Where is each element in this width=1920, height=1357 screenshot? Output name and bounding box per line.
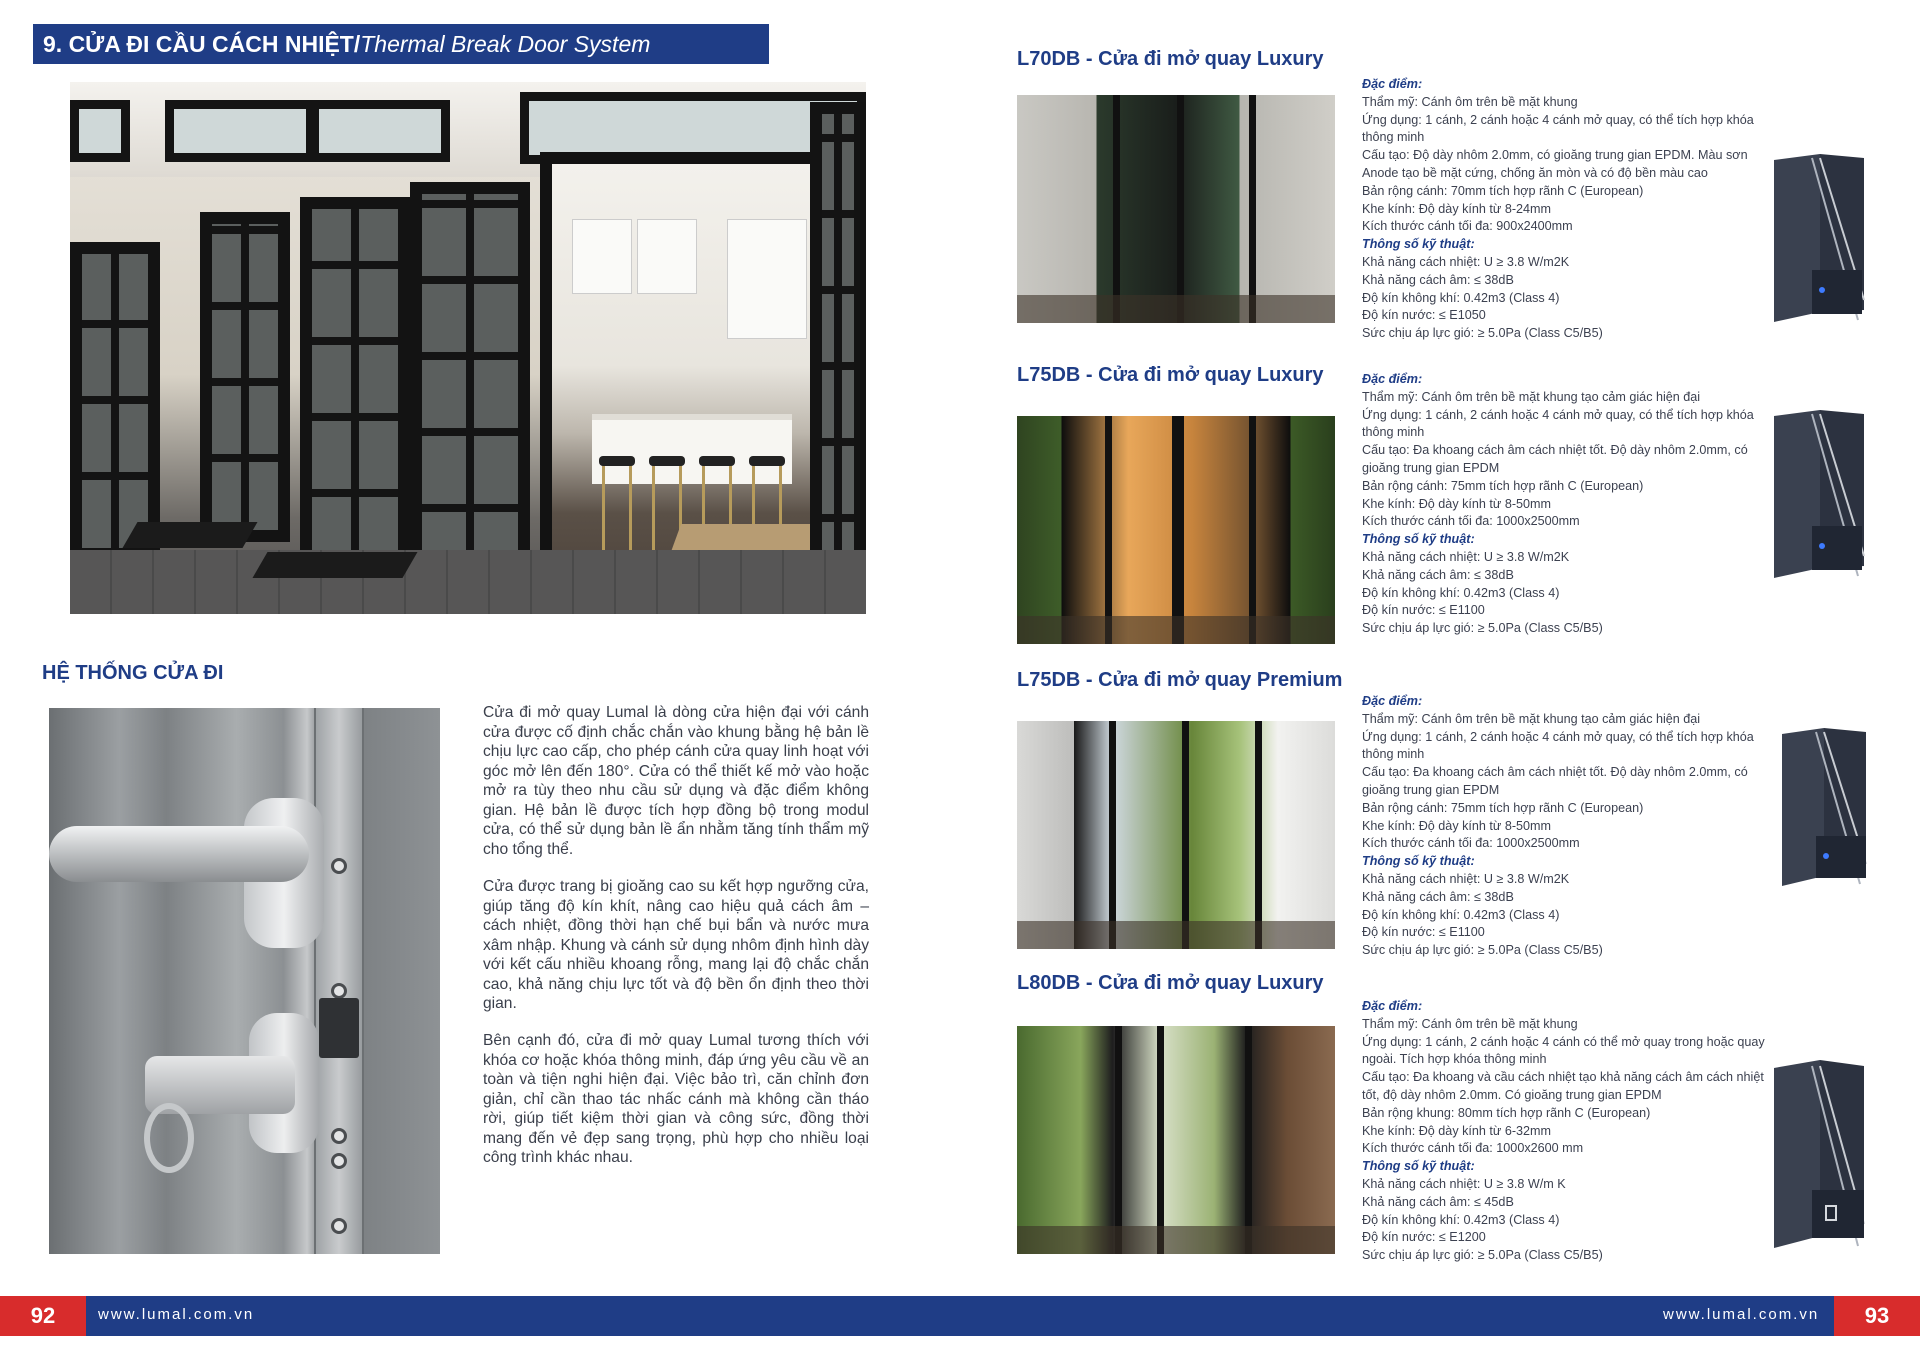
spec-line: Sức chịu áp lực gió: ≥ 5.0Pa (Class C5/B5) xyxy=(1362,326,1603,341)
product-photo-l70db xyxy=(1017,95,1335,323)
product-specs-l75db-premium xyxy=(1362,693,1772,960)
intro-paragraph-2: Cửa được trang bị gioăng cao su kết hợp ngưỡng cửa, giúp tăng độ kín khít, nâng cao hiệu quả cách âm – cách nhiệt, đồng thời hạn chế bụi bẩn và nước mưa xâm nhập. Khung và cánh sử dụng nhôm định hình dày với kết cấu nhiều khoang rỗng, mang lại độ chắc chắn cao, khả năng chịu lực tốt và độ bền ổn định theo thời gian. xyxy=(483,878,869,1012)
spec-line: Độ kín không khí: 0.42m3 (Class 4) xyxy=(1362,907,1560,922)
feature-line: Cấu tạo: Đa khoang và cầu cách nhiệt tạo khả năng cách âm cách nhiệt tốt, độ dày nhôm 2.0mm. Có gioăng trung gian EPDM xyxy=(1362,1070,1764,1102)
feature-line: Thẩm mỹ: Cánh ôm trên bề mặt khung xyxy=(1362,94,1578,109)
product-photo-l75db-premium xyxy=(1017,721,1335,949)
features-heading: Đặc điểm: xyxy=(1362,694,1423,708)
feature-line: Kích thước cánh tối đa: 1000x2500mm xyxy=(1362,514,1580,529)
spec-line: Khả năng cách âm: ≤ 38dB xyxy=(1362,272,1514,287)
product-specs-l70db xyxy=(1362,76,1772,343)
specs-heading: Thông số kỹ thuật: xyxy=(1362,854,1475,869)
feature-line: Ứng dụng: 1 cánh, 2 cánh hoặc 4 cánh có thể mở quay trong hoặc quay ngoài. Tích hợp khóa thông minh xyxy=(1362,1034,1765,1067)
profile-section-icon xyxy=(1772,406,1868,582)
feature-line: Ứng dụng: 1 cánh, 2 cánh hoặc 4 cánh mở quay, có thể tích hợp khóa thông minh xyxy=(1362,729,1754,762)
spec-line: Độ kín không khí: 0.42m3 (Class 4) xyxy=(1362,585,1560,600)
feature-line: Cấu tạo: Độ dày nhôm 2.0mm, có gioăng trung gian EPDM. Màu sơn Anode tạo bề mặt cứng, chống ăn mòn và có độ bền màu cao xyxy=(1362,148,1748,180)
spec-line: Khả năng cách âm: ≤ 38dB xyxy=(1362,889,1514,904)
feature-line: Thẩm mỹ: Cánh ôm trên bề mặt khung tạo cảm giác hiện đại xyxy=(1362,389,1701,404)
features-heading: Đặc điểm: xyxy=(1362,372,1423,386)
features-heading: Đặc điểm: xyxy=(1362,999,1423,1013)
spec-line: Độ kín không khí: 0.42m3 (Class 4) xyxy=(1362,1212,1560,1227)
page-footer-bar xyxy=(0,1296,1920,1336)
feature-line: Bản rộng cánh: 75mm tích hợp rãnh C (European) xyxy=(1362,478,1644,493)
product-title-l70db-luxury: L70DB - Cửa đi mở quay Luxury xyxy=(1017,48,1324,70)
feature-line: Khe kính: Độ dày kính từ 6-32mm xyxy=(1362,1123,1552,1138)
section-title-en: Thermal Break Door System xyxy=(360,30,651,57)
product-title-l75db-premium: L75DB - Cửa đi mở quay Premium xyxy=(1017,669,1343,691)
product-title-l75db-luxury: L75DB - Cửa đi mở quay Luxury xyxy=(1017,364,1324,386)
door-system-heading: HỆ THỐNG CỬA ĐI xyxy=(42,662,224,684)
door-handle-lock-photo xyxy=(49,708,440,1254)
spec-line: Sức chịu áp lực gió: ≥ 5.0Pa (Class C5/B5) xyxy=(1362,943,1603,958)
section-header xyxy=(33,24,769,64)
feature-line: Kích thước cánh tối đa: 1000x2600 mm xyxy=(1362,1141,1584,1156)
spec-line: Sức chịu áp lực gió: ≥ 5.0Pa (Class C5/B5) xyxy=(1362,621,1603,636)
feature-line: Khe kính: Độ dày kính từ 8-24mm xyxy=(1362,201,1552,216)
feature-line: Kích thước cánh tối đa: 900x2400mm xyxy=(1362,219,1573,234)
feature-line: Bản rộng cánh: 75mm tích hợp rãnh C (European) xyxy=(1362,800,1644,815)
feature-line: Thẩm mỹ: Cánh ôm trên bề mặt khung xyxy=(1362,1016,1578,1031)
specs-heading: Thông số kỹ thuật: xyxy=(1362,532,1475,547)
spec-line: Độ kín nước: ≤ E1200 xyxy=(1362,1230,1486,1245)
section-title-vn: 9. CỬA ĐI CẦU CÁCH NHIỆT/ xyxy=(43,30,361,57)
spec-line: Độ kín không khí: 0.42m3 (Class 4) xyxy=(1362,290,1560,305)
spec-line: Khả năng cách nhiệt: U ≥ 3.8 W/m2K xyxy=(1362,254,1570,269)
spec-line: Sức chịu áp lực gió: ≥ 5.0Pa (Class C5/B5) xyxy=(1362,1248,1603,1263)
feature-line: Ứng dụng: 1 cánh, 2 cánh hoặc 4 cánh mở quay, có thể tích hợp khóa thông minh xyxy=(1362,407,1754,440)
website-link-right[interactable]: www.lumal.com.vn xyxy=(1663,1306,1820,1323)
website-link-left[interactable]: www.lumal.com.vn xyxy=(98,1306,255,1323)
spec-line: Độ kín nước: ≤ E1100 xyxy=(1362,925,1485,940)
page-number-right: 93 xyxy=(1834,1296,1920,1336)
specs-heading: Thông số kỹ thuật: xyxy=(1362,1159,1475,1174)
intro-paragraph-3: Bên cạnh đó, cửa đi mở quay Lumal tương thích với khóa cơ hoặc khóa thông minh, đáp ứng yêu cầu về an toàn và tiện nghi hiện đại. Việc bảo trì, căn chỉnh đơn giản, chỉ cần thao tác nhấc cánh mà không cần tháo rời, giúp tiết kiệm thời gian và công sức, đồng thời mang đến vẻ đẹp sang trọng, phù hợp cho nhiều loại công trình khác nhau. xyxy=(483,1032,869,1166)
feature-line: Kích thước cánh tối đa: 1000x2500mm xyxy=(1362,836,1580,851)
product-photo-l80db xyxy=(1017,1026,1335,1254)
feature-line: Bản rộng cánh: 70mm tích hợp rãnh C (European) xyxy=(1362,183,1644,198)
specs-heading: Thông số kỹ thuật: xyxy=(1362,237,1475,252)
features-heading: Đặc điểm: xyxy=(1362,77,1423,91)
hero-door-photo xyxy=(70,82,866,614)
spec-line: Khả năng cách âm: ≤ 45dB xyxy=(1362,1194,1514,1209)
feature-line: Khe kính: Độ dày kính từ 8-50mm xyxy=(1362,818,1552,833)
feature-line: Cấu tạo: Đa khoang cách âm cách nhiệt tốt. Độ dày nhôm 2.0mm, có gioăng trung gian EPDM xyxy=(1362,765,1748,797)
product-specs-l75db-luxury xyxy=(1362,371,1772,638)
product-specs-l80db xyxy=(1362,998,1772,1265)
spec-line: Khả năng cách nhiệt: U ≥ 3.8 W/m2K xyxy=(1362,871,1570,886)
intro-paragraph-1: Cửa đi mở quay Lumal là dòng cửa hiện đại với cánh cửa được cố định chắc chắn vào khung bằng hệ bản lề chịu lực cao cấp, cho phép cánh cửa quay linh hoạt với góc mở lên đến 180°. Cửa có thể thiết kế mở vào hoặc mở ra tùy theo nhu cầu sử dụng và đặc điểm không gian. Hệ bản lề được tích hợp đồng bộ trong modul cửa, có thể sử dụng bản lề ẩn nhằm tăng tính thẩm mỹ cho tổng thể. xyxy=(483,704,869,858)
profile-section-icon xyxy=(1772,150,1868,326)
profile-section-icon xyxy=(1780,724,1870,890)
page-number-left: 92 xyxy=(0,1296,86,1336)
spec-line: Khả năng cách nhiệt: U ≥ 3.8 W/m K xyxy=(1362,1176,1566,1191)
spec-line: Khả năng cách nhiệt: U ≥ 3.8 W/m2K xyxy=(1362,549,1570,564)
product-title-l80db-luxury: L80DB - Cửa đi mở quay Luxury xyxy=(1017,972,1324,994)
profile-section-icon xyxy=(1772,1056,1868,1252)
feature-line: Bản rộng khung: 80mm tích hợp rãnh C (European) xyxy=(1362,1105,1651,1120)
feature-line: Ứng dụng: 1 cánh, 2 cánh hoặc 4 cánh mở quay, có thể tích hợp khóa thông minh xyxy=(1362,112,1754,145)
feature-line: Thẩm mỹ: Cánh ôm trên bề mặt khung tạo cảm giác hiện đại xyxy=(1362,711,1701,726)
spec-line: Độ kín nước: ≤ E1050 xyxy=(1362,308,1486,323)
spec-line: Độ kín nước: ≤ E1100 xyxy=(1362,603,1485,618)
feature-line: Khe kính: Độ dày kính từ 8-50mm xyxy=(1362,496,1552,511)
spec-line: Khả năng cách âm: ≤ 38dB xyxy=(1362,567,1514,582)
product-photo-l75db-luxury xyxy=(1017,416,1335,644)
feature-line: Cấu tạo: Đa khoang cách âm cách nhiệt tốt. Độ dày nhôm 2.0mm, có gioăng trung gian EPDM xyxy=(1362,443,1748,475)
